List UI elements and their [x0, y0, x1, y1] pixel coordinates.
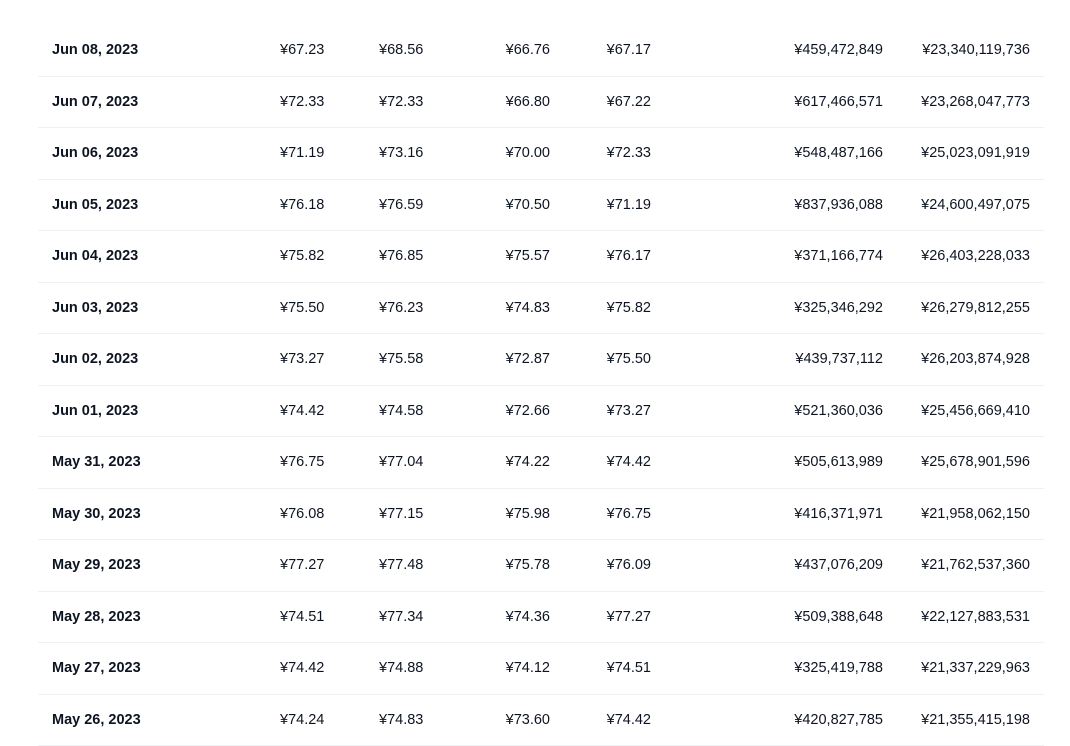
date-cell: May 26, 2023 — [52, 695, 141, 746]
date-cell: Jun 04, 2023 — [52, 231, 138, 282]
high-cell: ¥77.15 — [379, 489, 423, 540]
market-cap-cell: ¥25,678,901,596 — [921, 437, 1030, 488]
low-cell: ¥74.36 — [506, 592, 550, 643]
close-cell: ¥72.33 — [607, 128, 651, 179]
market-cap-cell: ¥23,340,119,736 — [922, 25, 1030, 76]
date-cell: May 31, 2023 — [52, 437, 141, 488]
date-cell: Jun 07, 2023 — [52, 77, 138, 128]
open-cell: ¥76.08 — [280, 489, 324, 540]
market-cap-cell: ¥21,337,229,963 — [921, 643, 1030, 694]
market-cap-cell: ¥21,762,537,360 — [921, 540, 1030, 591]
open-cell: ¥67.23 — [280, 25, 324, 76]
market-cap-cell: ¥23,268,047,773 — [921, 77, 1030, 128]
volume-cell: ¥617,466,571 — [794, 77, 883, 128]
volume-cell: ¥505,613,989 — [794, 437, 883, 488]
volume-cell: ¥325,419,788 — [794, 643, 883, 694]
table-row — [38, 695, 1044, 746]
open-cell: ¥71.19 — [280, 128, 324, 179]
market-cap-cell: ¥26,403,228,033 — [921, 231, 1030, 282]
market-cap-cell: ¥26,203,874,928 — [921, 334, 1030, 385]
low-cell: ¥74.83 — [506, 283, 550, 334]
close-cell: ¥76.75 — [607, 489, 651, 540]
low-cell: ¥75.98 — [506, 489, 550, 540]
open-cell: ¥74.24 — [280, 695, 324, 746]
open-cell: ¥75.50 — [280, 283, 324, 334]
volume-cell: ¥437,076,209 — [794, 540, 883, 591]
volume-cell: ¥459,472,849 — [794, 25, 883, 76]
market-cap-cell: ¥21,958,062,150 — [921, 489, 1030, 540]
high-cell: ¥76.23 — [379, 283, 423, 334]
open-cell: ¥77.27 — [280, 540, 324, 591]
open-cell: ¥74.51 — [280, 592, 324, 643]
table-row — [38, 386, 1044, 438]
table-row — [38, 334, 1044, 386]
high-cell: ¥72.33 — [379, 77, 423, 128]
volume-cell: ¥509,388,648 — [794, 592, 883, 643]
low-cell: ¥75.78 — [506, 540, 550, 591]
low-cell: ¥74.12 — [506, 643, 550, 694]
volume-cell: ¥371,166,774 — [794, 231, 883, 282]
historical-data-table — [38, 25, 1044, 746]
table-row — [38, 25, 1044, 77]
high-cell: ¥76.85 — [379, 231, 423, 282]
date-cell: May 28, 2023 — [52, 592, 141, 643]
close-cell: ¥73.27 — [607, 386, 651, 437]
close-cell: ¥67.22 — [607, 77, 651, 128]
table-row — [38, 643, 1044, 695]
high-cell: ¥77.04 — [379, 437, 423, 488]
volume-cell: ¥325,346,292 — [794, 283, 883, 334]
open-cell: ¥76.75 — [280, 437, 324, 488]
open-cell: ¥72.33 — [280, 77, 324, 128]
high-cell: ¥76.59 — [379, 180, 423, 231]
date-cell: Jun 05, 2023 — [52, 180, 138, 231]
high-cell: ¥68.56 — [379, 25, 423, 76]
market-cap-cell: ¥25,456,669,410 — [921, 386, 1030, 437]
open-cell: ¥75.82 — [280, 231, 324, 282]
date-cell: May 27, 2023 — [52, 643, 141, 694]
date-cell: Jun 06, 2023 — [52, 128, 138, 179]
date-cell: May 29, 2023 — [52, 540, 141, 591]
table-row — [38, 128, 1044, 180]
low-cell: ¥66.76 — [506, 25, 550, 76]
date-cell: May 30, 2023 — [52, 489, 141, 540]
high-cell: ¥74.83 — [379, 695, 423, 746]
open-cell: ¥74.42 — [280, 643, 324, 694]
close-cell: ¥71.19 — [607, 180, 651, 231]
low-cell: ¥74.22 — [506, 437, 550, 488]
table-row — [38, 437, 1044, 489]
low-cell: ¥70.00 — [506, 128, 550, 179]
market-cap-cell: ¥21,355,415,198 — [921, 695, 1030, 746]
high-cell: ¥74.88 — [379, 643, 423, 694]
close-cell: ¥74.42 — [607, 437, 651, 488]
close-cell: ¥77.27 — [607, 592, 651, 643]
table-row — [38, 283, 1044, 335]
high-cell: ¥75.58 — [379, 334, 423, 385]
close-cell: ¥75.50 — [607, 334, 651, 385]
close-cell: ¥76.17 — [607, 231, 651, 282]
table-row — [38, 180, 1044, 232]
open-cell: ¥74.42 — [280, 386, 324, 437]
close-cell: ¥74.42 — [607, 695, 651, 746]
low-cell: ¥72.87 — [506, 334, 550, 385]
volume-cell: ¥420,827,785 — [794, 695, 883, 746]
close-cell: ¥76.09 — [607, 540, 651, 591]
low-cell: ¥66.80 — [506, 77, 550, 128]
table-row — [38, 592, 1044, 644]
volume-cell: ¥548,487,166 — [794, 128, 883, 179]
table-row — [38, 77, 1044, 129]
high-cell: ¥73.16 — [379, 128, 423, 179]
date-cell: Jun 01, 2023 — [52, 386, 138, 437]
low-cell: ¥73.60 — [506, 695, 550, 746]
low-cell: ¥70.50 — [506, 180, 550, 231]
volume-cell: ¥439,737,112 — [795, 334, 883, 385]
date-cell: Jun 08, 2023 — [52, 25, 138, 76]
table-row — [38, 231, 1044, 283]
open-cell: ¥73.27 — [280, 334, 324, 385]
open-cell: ¥76.18 — [280, 180, 324, 231]
high-cell: ¥74.58 — [379, 386, 423, 437]
low-cell: ¥75.57 — [506, 231, 550, 282]
close-cell: ¥75.82 — [607, 283, 651, 334]
market-cap-cell: ¥24,600,497,075 — [921, 180, 1030, 231]
close-cell: ¥67.17 — [607, 25, 651, 76]
table-row — [38, 489, 1044, 541]
high-cell: ¥77.34 — [379, 592, 423, 643]
market-cap-cell: ¥26,279,812,255 — [921, 283, 1030, 334]
low-cell: ¥72.66 — [506, 386, 550, 437]
market-cap-cell: ¥25,023,091,919 — [921, 128, 1030, 179]
close-cell: ¥74.51 — [607, 643, 651, 694]
volume-cell: ¥837,936,088 — [794, 180, 883, 231]
date-cell: Jun 02, 2023 — [52, 334, 138, 385]
date-cell: Jun 03, 2023 — [52, 283, 138, 334]
high-cell: ¥77.48 — [379, 540, 423, 591]
market-cap-cell: ¥22,127,883,531 — [921, 592, 1030, 643]
volume-cell: ¥521,360,036 — [794, 386, 883, 437]
table-row — [38, 540, 1044, 592]
volume-cell: ¥416,371,971 — [794, 489, 883, 540]
